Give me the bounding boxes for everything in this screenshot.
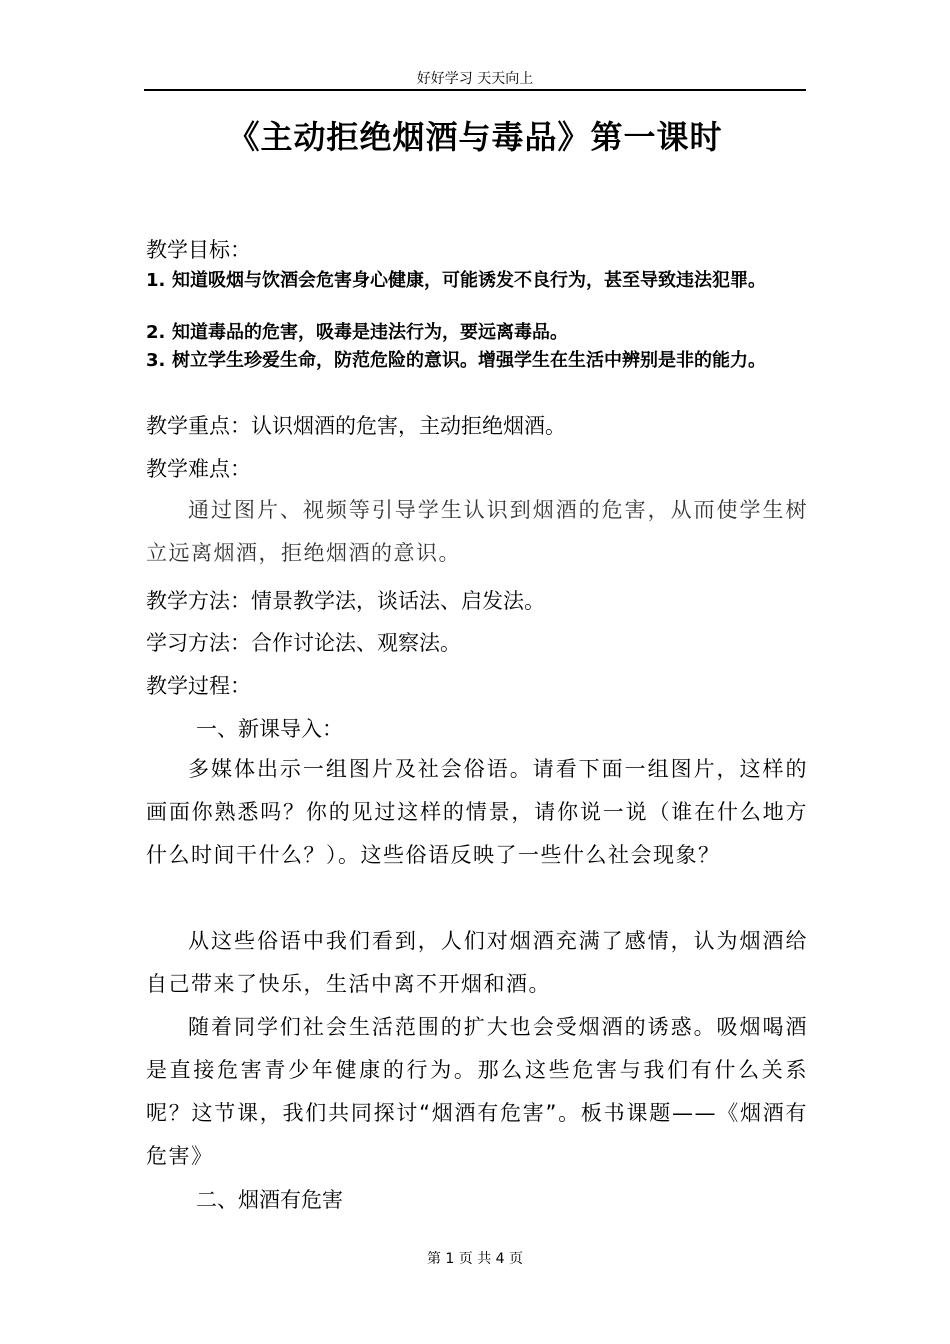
learning-method: 学习方法：合作讨论法、观察法。 (146, 631, 461, 655)
objectives-heading: 教学目标： (146, 238, 251, 262)
objective-item-3 (146, 348, 808, 373)
objective-number: 2. (146, 322, 166, 343)
teaching-method: 教学方法：情景教学法，谈话法、启发法。 (146, 589, 545, 613)
intro-paragraph-3: 随着同学们社会生活范围的扩大也会受烟酒的诱惑。吸烟喝酒是直接危害青少年健康的行为。那么这些危害与我们有什么关系呢？这节课，我们共同探讨“烟酒有危害”。板书课题——《烟酒有危害》 (146, 1015, 808, 1168)
difficulty-heading: 教学难点： (146, 457, 251, 481)
key-point: 教学重点：认识烟酒的危害，主动拒绝烟酒。 (146, 414, 566, 438)
objective-number: 1. (146, 270, 166, 291)
page-header: 好好学习 天天向上 (416, 71, 534, 87)
objective-text: 知道吸烟与饮酒会危害身心健康，可能诱发不良行为，甚至导致违法犯罪。 (172, 270, 766, 291)
document-title: 《主动拒绝烟酒与毒品》第一课时 (227, 118, 723, 156)
process-heading: 教学过程： (146, 674, 251, 698)
objective-text: 知道毒品的危害，吸毒是违法行为，要远离毒品。 (172, 322, 568, 343)
objective-number: 3. (146, 350, 166, 371)
section-harm: 二、烟酒有危害 (196, 1188, 343, 1212)
intro-paragraph-2: 从这些俗语中我们看到，人们对烟酒充满了感情，认为烟酒给自己带来了快乐，生活中离不开烟和酒。 (146, 929, 808, 996)
difficulty-text: 通过图片、视频等引导学生认识到烟酒的危害，从而使学生树立远离烟酒，拒绝烟酒的意识。 (146, 498, 808, 565)
objective-item-1 (146, 268, 808, 293)
objective-item-2 (146, 320, 808, 345)
objective-text: 树立学生珍爱生命，防范危险的意识。增强学生在生活中辨别是非的能力。 (172, 350, 766, 371)
page-footer: 第 1 页 共 4 页 (426, 1251, 524, 1267)
intro-paragraph-1: 多媒体出示一组图片及社会俗语。请看下面一组图片，这样的画面你熟悉吗？你的见过这样的情景，请你说一说（谁在什么地方什么时间干什么？）。这些俗语反映了一些什么社会现象？ (146, 757, 808, 867)
section-intro: 一、新课导入： (196, 717, 343, 741)
header-divider (144, 89, 806, 91)
